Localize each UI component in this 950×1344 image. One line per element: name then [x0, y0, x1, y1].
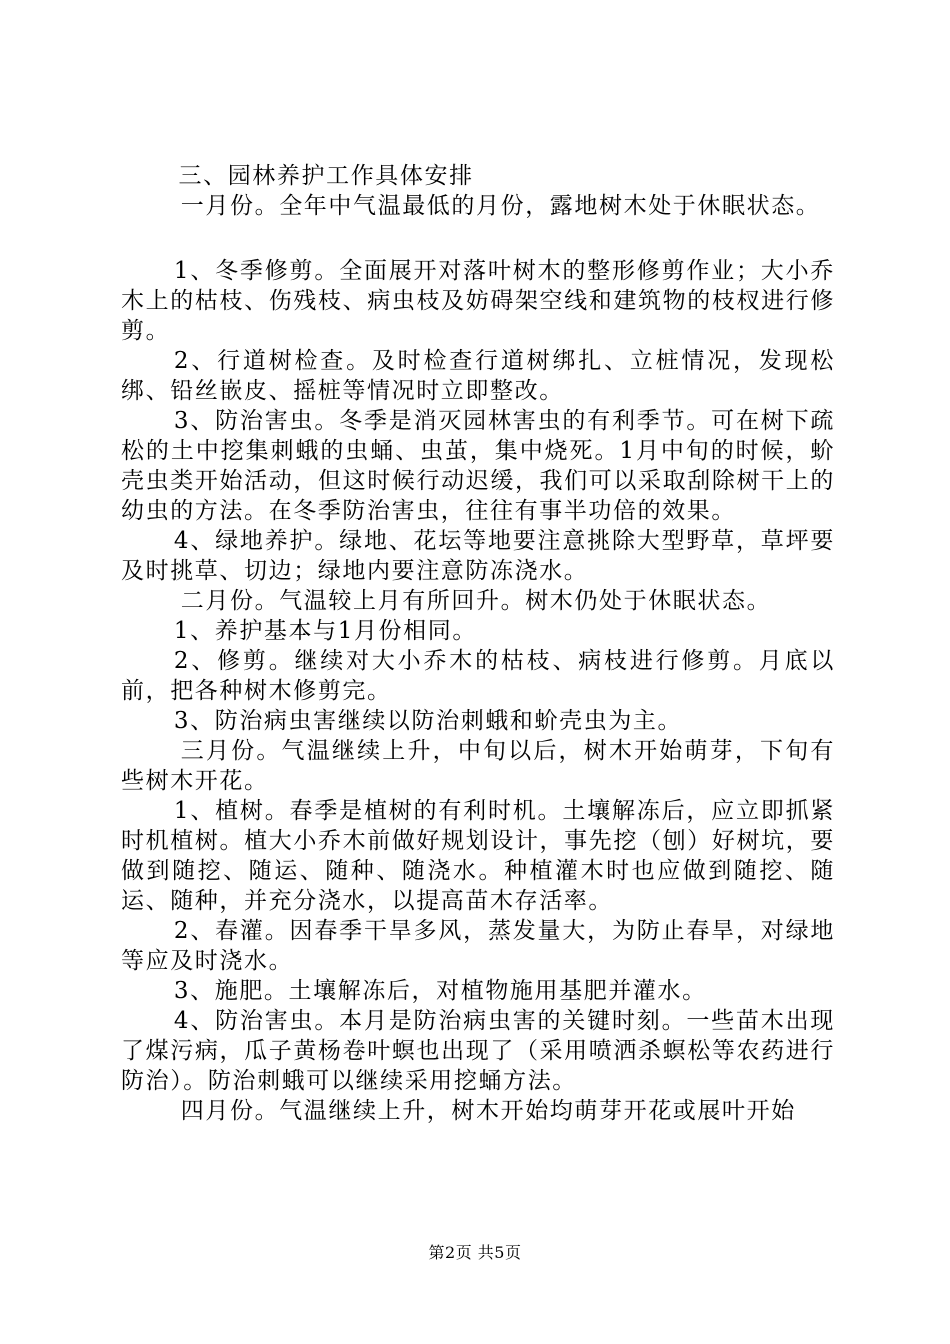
paragraph-jan-item-4: 4、绿地养护。绿地、花坛等地要注意挑除大型野草，草坪要及时挑草、切边；绿地内要注意防冻浇水。 [121, 528, 835, 584]
month-paragraph-march: 三月份。气温继续上升，中旬以后，树木开始萌芽，下旬有些树木开花。 [121, 738, 835, 794]
document-body [121, 161, 835, 1126]
month-paragraph-february: 二月份。气温较上月有所回升。树木仍处于休眠状态。 [180, 588, 772, 614]
page-number-footer: 第2页 共5页 [428, 1243, 522, 1262]
paragraph-mar-item-4: 4、防治害虫。本月是防治病虫害的关键时刻。一些苗木出现了煤污病，瓜子黄杨卷叶螟也出现了（采用喷洒杀螟松等农药进行防治）。防治刺蛾可以继续采用挖蛹方法。 [121, 1008, 835, 1094]
month-paragraph-april: 四月份。气温继续上升，树木开始均萌芽开花或展叶开始 [180, 1098, 796, 1124]
paragraph-jan-item-1: 1、冬季修剪。全面展开对落叶树木的整形修剪作业；大小乔木上的枯枝、伤残枝、病虫枝及妨碍架空线和建筑物的枝杈进行修剪。 [121, 258, 835, 344]
paragraph-feb-item-1: 1、养护基本与1月份相同。 [173, 618, 477, 644]
month-paragraph-january: 一月份。全年中气温最低的月份，露地树木处于休眠状态。 [180, 193, 821, 219]
paragraph-feb-item-3: 3、防治病虫害继续以防治刺蛾和蚧壳虫为主。 [173, 708, 683, 734]
paragraph-mar-item-1: 1、植树。春季是植树的有利时机。土壤解冻后，应立即抓紧时机植树。植大小乔木前做好规划设计，事先挖（刨）好树坑，要做到随挖、随运、随种、随浇水。种植灌木时也应做到随挖、随运、随种，并充分浇水，以提高苗木存活率。 [121, 798, 835, 914]
paragraph-jan-item-2: 2、行道树检查。及时检查行道树绑扎、立桩情况，发现松绑、铅丝嵌皮、摇桩等情况时立即整改。 [121, 348, 835, 404]
paragraph-jan-item-3: 3、防治害虫。冬季是消灭园林害虫的有利季节。可在树下疏松的土中挖集刺蛾的虫蛹、虫茧，集中烧死。1月中旬的时候，蚧壳虫类开始活动，但这时候行动迟缓，我们可以采取刮除树干上的幼虫的方法。在冬季防治害虫，往往有事半功倍的效果。 [121, 408, 835, 524]
paragraph-mar-item-2: 2、春灌。因春季干旱多风，蒸发量大，为防止春旱，对绿地等应及时浇水。 [121, 918, 835, 974]
section-heading: 三、园林养护工作具体安排 [178, 163, 474, 189]
paragraph-feb-item-2: 2、修剪。继续对大小乔木的枯枝、病枝进行修剪。月底以前，把各种树木修剪完。 [121, 648, 835, 704]
paragraph-mar-item-3: 3、施肥。土壤解冻后，对植物施用基肥并灌水。 [173, 978, 707, 1004]
